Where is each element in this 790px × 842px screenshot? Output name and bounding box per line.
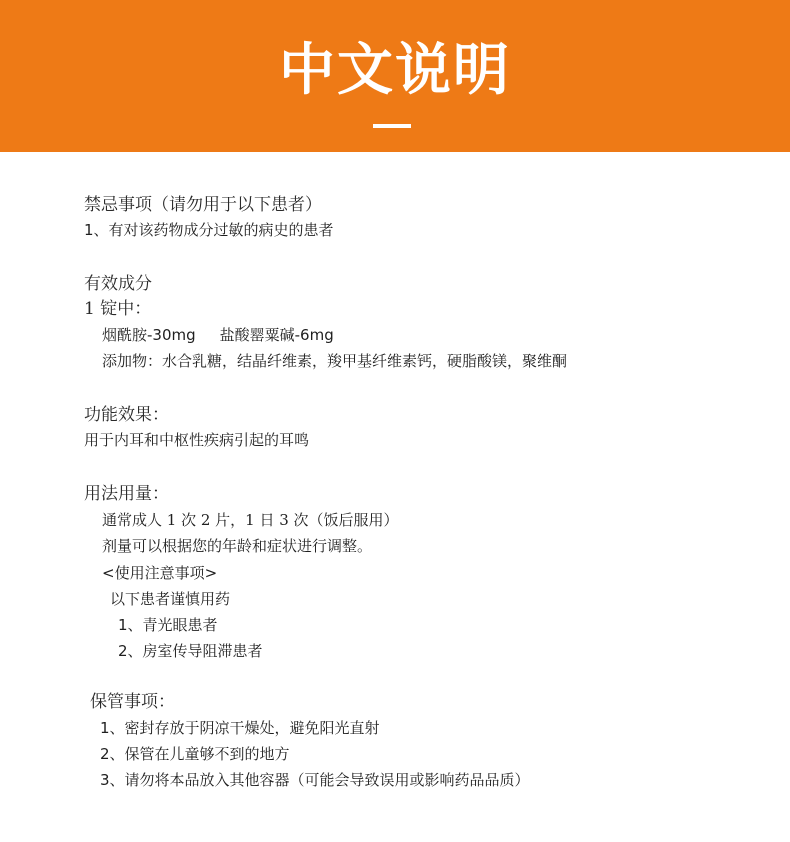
header-banner [0, 0, 790, 152]
storage-heading: 保管事项： [90, 692, 175, 712]
dosage-line-1: 通常成人 1 次 2 片，1 日 3 次（饭后服用） [102, 511, 399, 529]
per-tablet-label: 1 锭中： [84, 299, 152, 319]
caution-item: 1、青光眼患者 [118, 616, 218, 634]
usage-notes-heading: <使用注意事项> [102, 564, 218, 582]
dosage-line-2: 剂量可以根据您的年龄和症状进行调整。 [102, 537, 373, 555]
efficacy-text: 用于内耳和中枢性疾病引起的耳鸣 [84, 431, 310, 449]
instructions-body [0, 152, 790, 842]
caution-intro: 以下患者谨慎用药 [110, 590, 231, 608]
ingredients-heading: 有效成分 [84, 274, 152, 294]
storage-item: 3、请勿将本品放入其他容器（可能会导致误用或影响药品品质） [100, 771, 530, 789]
dosage-heading: 用法用量： [84, 484, 169, 504]
contraindications-heading: 禁忌事项（请勿用于以下患者） [84, 195, 322, 215]
page-title: 中文说明 [279, 38, 511, 103]
caution-item: 2、房室传导阻滞患者 [118, 642, 263, 660]
active-ingredient: 盐酸罂粟碱-6mg [219, 326, 334, 344]
active-ingredients-line [102, 324, 334, 346]
active-ingredient: 烟酰胺-30mg [102, 326, 196, 344]
storage-item: 1、密封存放于阴凉干燥处，避免阳光直射 [100, 719, 380, 737]
title-underline [373, 124, 411, 128]
storage-item: 2、保管在儿童够不到的地方 [100, 745, 290, 763]
efficacy-heading: 功能效果： [84, 405, 169, 425]
contraindication-item: 1、有对该药物成分过敏的病史的患者 [84, 221, 334, 239]
additives-line: 添加物：水合乳糖，结晶纤维素，羧甲基纤维素钙，硬脂酸镁，聚维酮 [102, 352, 568, 370]
